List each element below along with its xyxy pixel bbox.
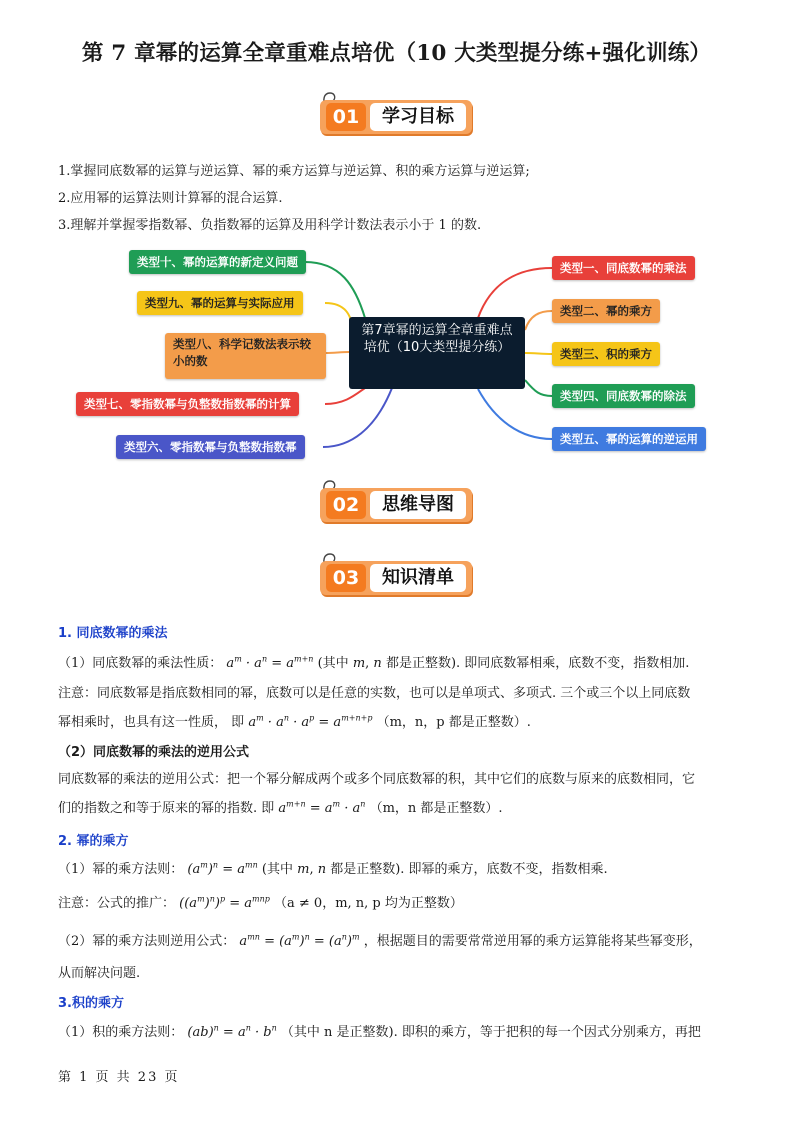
section-badge-knowledge-list [320, 551, 474, 599]
goal-item: 1.掌握同底数幂的运算与逆运算、幂的乘方运算与逆运算、积的乘方运算与逆运算; [58, 164, 530, 179]
badge-number: 03 [326, 564, 366, 592]
mindmap-node-type1: 类型一、同底数幂的乘法 [552, 256, 695, 280]
mindmap-node-type10: 类型十、幂的运算的新定义问题 [129, 250, 306, 274]
mindmap-node-type2: 类型二、幂的乘方 [552, 299, 660, 323]
page-title: 第 7 章幂的运算全章重难点培优（10 大类型提分练+强化训练） [81, 41, 712, 66]
badge-label: 知识清单 [370, 564, 466, 592]
page-footer: 第 1 页 共 23 页 [58, 1070, 180, 1085]
mindmap-node-type8: 类型八、科学记数法表示较小的数 [165, 333, 326, 379]
mindmap-node-type7: 类型七、零指数幂与负整数指数幂的计算 [76, 392, 299, 416]
goal-item: 3.理解并掌握零指数幂、负指数幂的运算及用科学计数法表示小于 1 的数. [58, 218, 482, 233]
badge-label: 学习目标 [370, 103, 466, 131]
badge-number: 02 [326, 491, 366, 519]
goal-item: 2.应用幂的运算法则计算幂的混合运算. [58, 191, 283, 206]
mindmap-node-type3: 类型三、积的乘方 [552, 342, 660, 366]
mindmap-node-type9: 类型九、幂的运算与实际应用 [137, 291, 303, 315]
subheading: （2）同底数幂的乘法的逆用公式 [58, 745, 250, 760]
section-heading: 1. 同底数幂的乘法 [58, 626, 168, 641]
paragraph: （1）幂的乘方法则： $(a^m)^n = a^{mn}$ (其中 m, n 都是正整数). 即幂的乘方，底数不变，指数相乘. [58, 860, 608, 877]
paragraph: 们的指数之和等于原来的幂的指数. 即 $a^{m+n} = a^m \cdot a^n$ （m，n 都是正整数）. [58, 799, 503, 816]
mindmap-node-type4: 类型四、同底数幂的除法 [552, 384, 695, 408]
section-heading: 3.积的乘方 [58, 996, 124, 1011]
mindmap-node-type6: 类型六、零指数幂与负整数指数幂 [116, 435, 305, 459]
paragraph: 同底数幂的乘法的逆用公式：把一个幂分解成两个或多个同底数幂的积，其中它们的底数与原来的底数相同，它 [58, 772, 696, 787]
paragraph: （1）积的乘方法则： $(ab)^n = a^n \cdot b^n$ （其中 n 是正整数). 即积的乘方，等于把积的每一个因式分别乘方，再把 [58, 1023, 701, 1040]
mindmap-node-type5: 类型五、幂的运算的逆运用 [552, 427, 706, 451]
paragraph: 注意：同底数幂是指底数相同的幂，底数可以是任意的实数，也可以是单项式、多项式. 三个或三个以上同底数 [58, 686, 691, 701]
paragraph: 注意：公式的推广： $((a^m)^n)^p = a^{mnp}$ （a ≠ 0，m, n, p 均为正整数） [58, 894, 463, 911]
paragraph: 从而解决问题. [58, 966, 141, 981]
badge-label: 思维导图 [370, 491, 466, 519]
paragraph: （2）幂的乘方法则逆用公式： $a^{mn} = (a^m)^n = (a^n)^m$ ，根据题目的需要常常逆用幂的乘方运算能将某些幂变形， [58, 932, 702, 949]
section-heading: 2. 幂的乘方 [58, 834, 129, 849]
paragraph: 幂相乘时，也具有这一性质， 即 $a^m \cdot a^n \cdot a^p = a^{m+n+p}$ （m，n，p 都是正整数）. [58, 713, 531, 730]
section-badge-mindmap [320, 478, 474, 526]
badge-number: 01 [326, 103, 366, 131]
mindmap-center-node: 第7章幂的运算全章重难点培优（10大类型提分练） [349, 317, 525, 389]
paragraph: （1）同底数幂的乘法性质： $a^m \cdot a^n = a^{m+n}$ (其中 m, n 都是正整数). 即同底数幂相乘，底数不变，指数相加. [58, 654, 690, 671]
